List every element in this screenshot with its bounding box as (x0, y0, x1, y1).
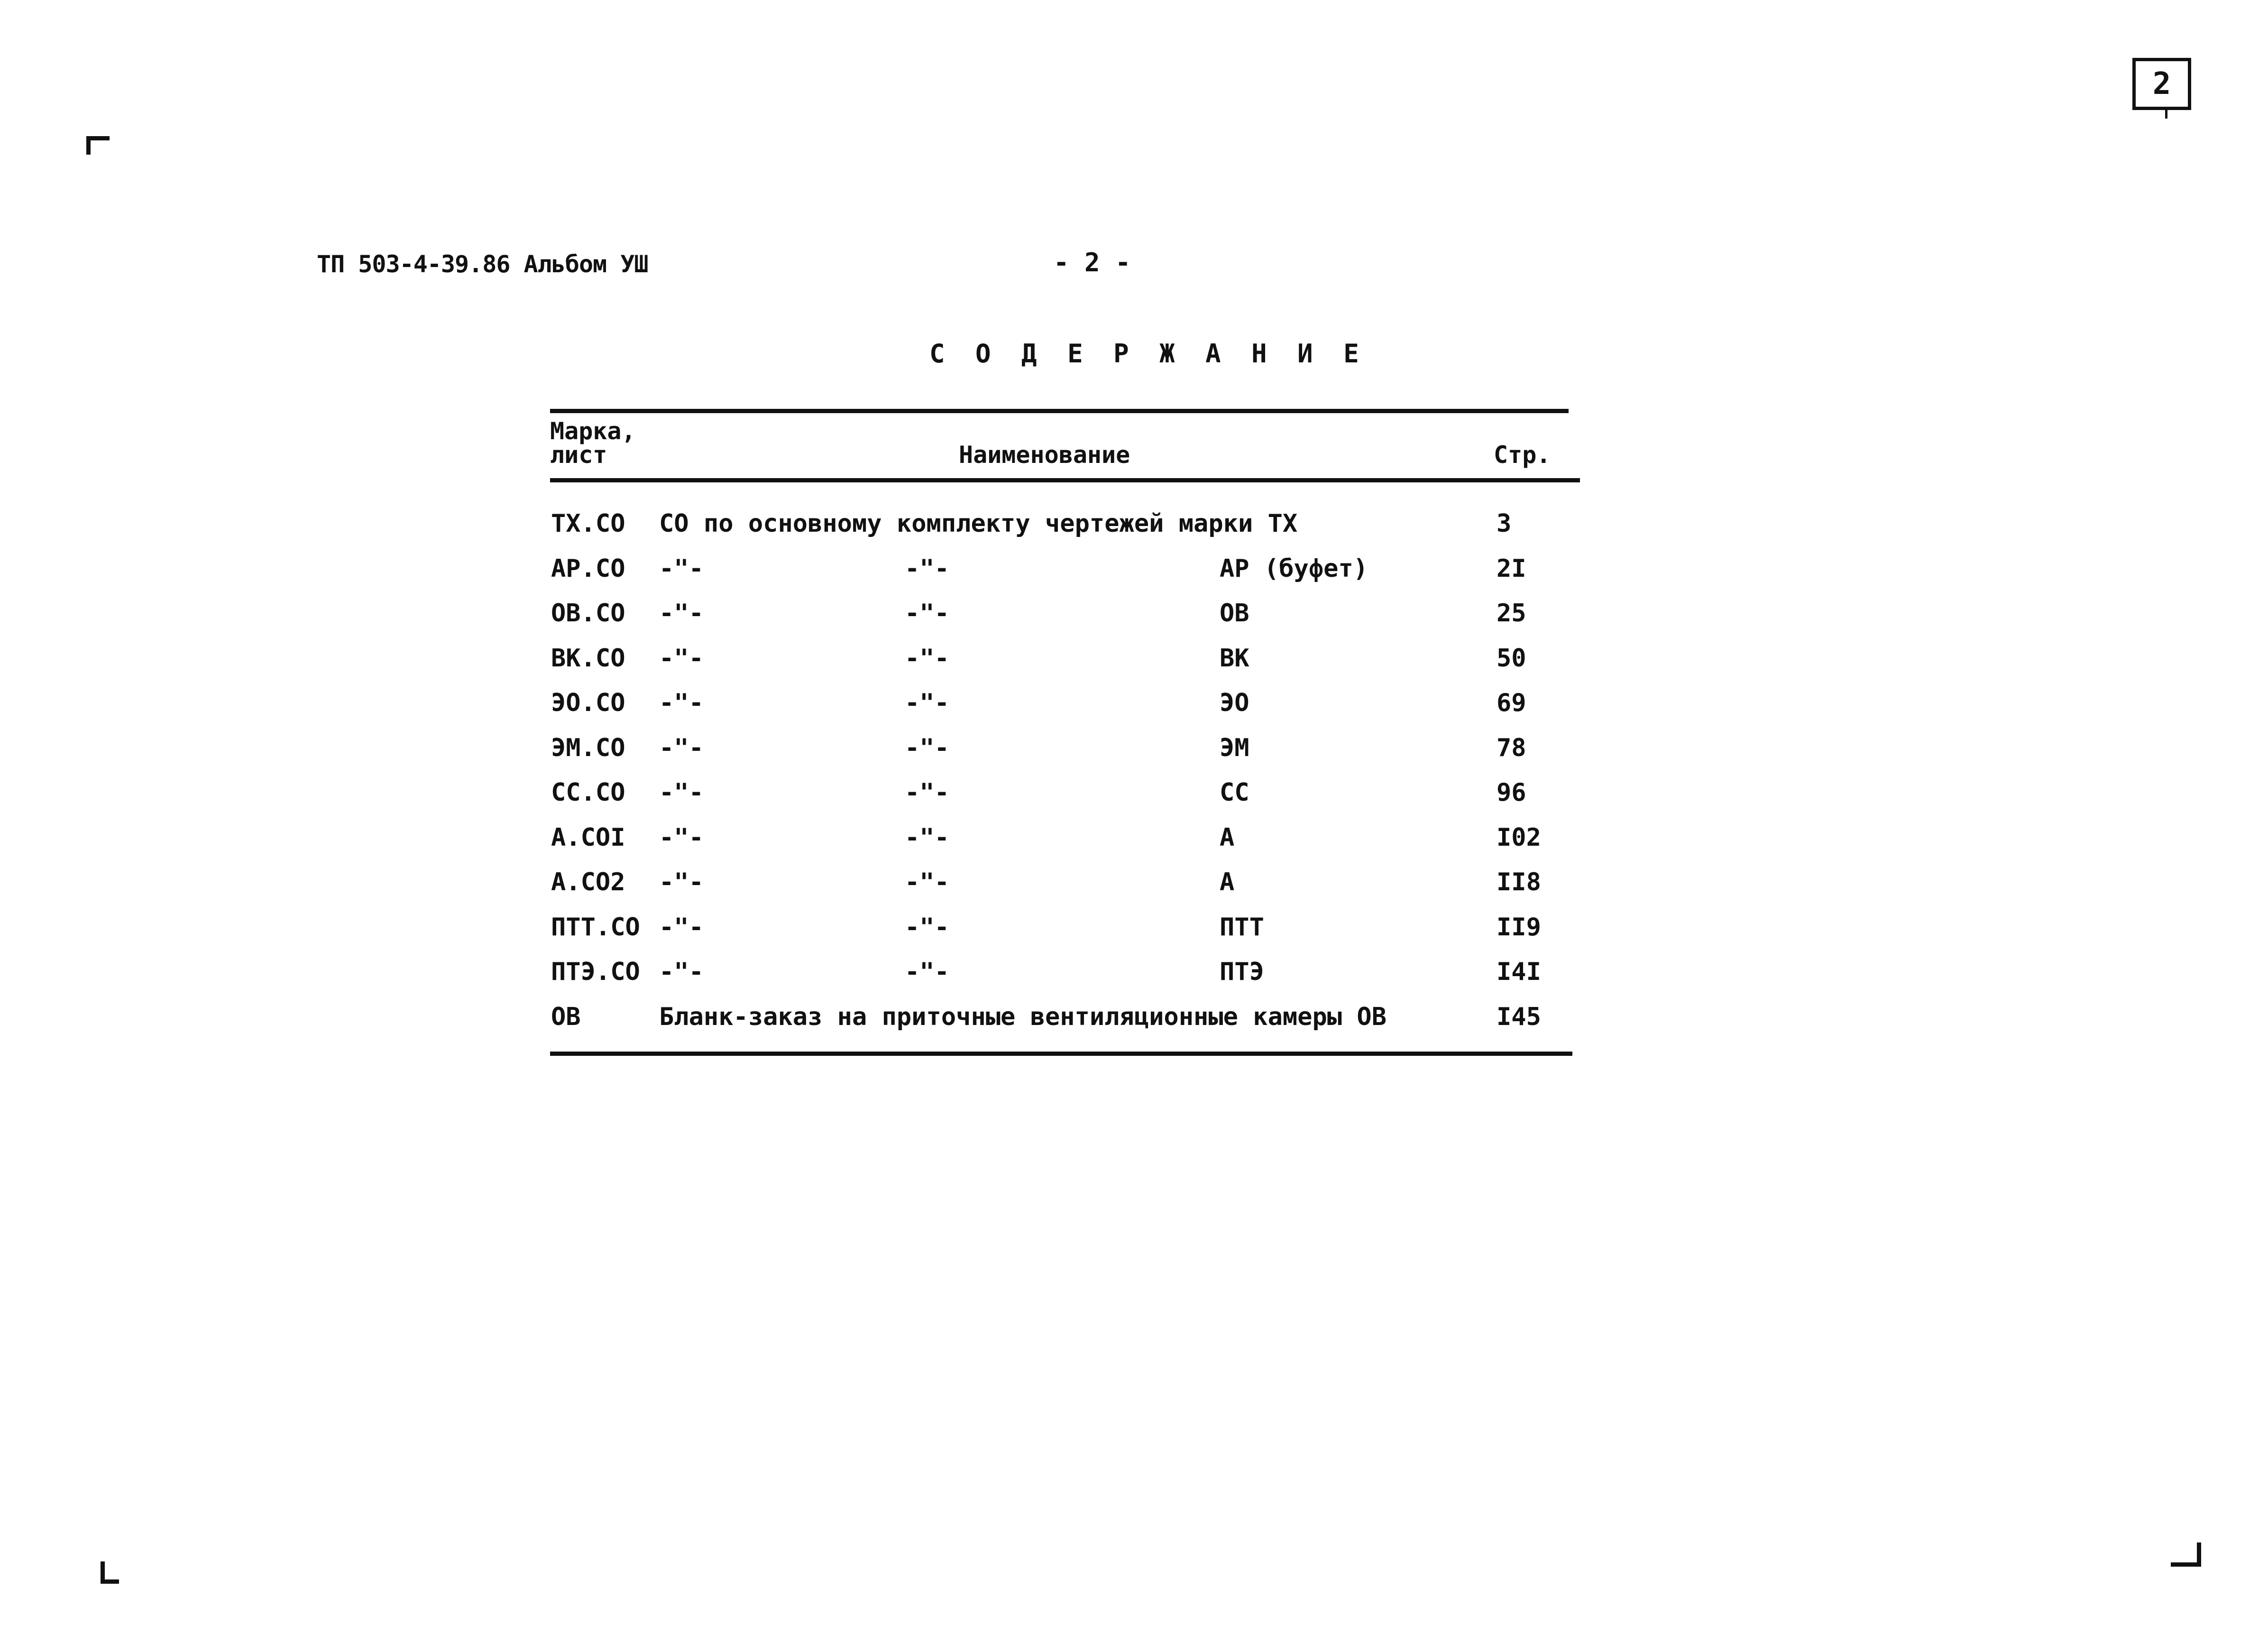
row-ditto: -"- (905, 913, 949, 942)
page-number: - 2 - (1054, 248, 1131, 277)
row-page: I45 (1497, 1003, 1541, 1031)
row-ditto: -"- (659, 823, 704, 852)
row-page: 2I (1497, 554, 1526, 583)
row-name-suffix: ПТТ (1220, 913, 1264, 942)
row-page: 25 (1497, 599, 1526, 628)
header-mark (550, 419, 673, 467)
row-name-suffix: ВК (1220, 644, 1249, 673)
row-name-suffix: А (1220, 823, 1235, 852)
row-page: I4I (1497, 958, 1541, 986)
row-ditto: -"- (659, 734, 704, 762)
row-ditto: -"- (659, 868, 704, 896)
row-name-suffix: АР (буфет) (1220, 554, 1368, 583)
row-mark: СС.СО (551, 778, 625, 807)
table-row (0, 644, 2268, 673)
row-page: II9 (1497, 913, 1541, 942)
row-ditto: -"- (659, 599, 704, 628)
corner-mark-top-left (86, 136, 110, 155)
row-page: II8 (1497, 868, 1541, 896)
row-mark: АР.СО (551, 554, 625, 583)
row-mark: ЭО.СО (551, 689, 625, 717)
row-ditto: -"- (659, 958, 704, 986)
row-mark: ЭМ.СО (551, 734, 625, 762)
row-name: Бланк-заказ на приточные вентиляционные камеры ОВ (659, 1003, 1387, 1031)
row-mark: ОВ (551, 1003, 581, 1031)
row-mark: ОВ.СО (551, 599, 625, 628)
row-mark: ПТЭ.СО (551, 958, 640, 986)
table-row (0, 958, 2268, 986)
row-page: 96 (1497, 778, 1526, 807)
row-name-suffix: ЭМ (1220, 734, 1249, 762)
table-row (0, 823, 2268, 852)
table-row (0, 1003, 2268, 1031)
row-page: 3 (1497, 509, 1512, 538)
document-title: С О Д Е Р Ж А Н И Е (929, 339, 1367, 369)
row-page: 78 (1497, 734, 1526, 762)
row-ditto: -"- (905, 734, 949, 762)
corner-mark-bottom-left (101, 1561, 119, 1584)
row-ditto: -"- (905, 554, 949, 583)
table-row (0, 689, 2268, 717)
row-ditto: -"- (659, 554, 704, 583)
row-mark: ТХ.СО (551, 509, 625, 538)
row-ditto: -"- (659, 913, 704, 942)
row-name-suffix: ЭО (1220, 689, 1249, 717)
corner-mark-bottom-right (2171, 1542, 2201, 1567)
sheet-number-box: 2 (2132, 58, 2191, 110)
sheet-number-tick (2165, 109, 2167, 119)
row-ditto: -"- (905, 689, 949, 717)
table-row (0, 599, 2268, 628)
table-row (0, 778, 2268, 807)
header-page: Стр. (1494, 441, 1551, 469)
table-bottom-rule (550, 1052, 1572, 1056)
row-ditto: -"- (905, 958, 949, 986)
row-mark: ВК.СО (551, 644, 625, 673)
row-name-suffix: ОВ (1220, 599, 1249, 628)
row-name: СО по основному комплекту чертежей марки ТХ (659, 509, 1298, 538)
header-name: Наименование (959, 441, 1130, 469)
table-row (0, 868, 2268, 896)
row-ditto: -"- (659, 689, 704, 717)
row-ditto: -"- (905, 599, 949, 628)
row-page: 50 (1497, 644, 1526, 673)
row-mark: А.СО2 (551, 868, 625, 896)
table-row (0, 734, 2268, 762)
table-top-rule (550, 409, 1569, 413)
header-mark-text: Марка, лист (550, 417, 636, 469)
table-row (0, 913, 2268, 942)
row-ditto: -"- (905, 778, 949, 807)
row-ditto: -"- (659, 778, 704, 807)
table-header-rule (550, 478, 1580, 482)
row-mark: А.СОI (551, 823, 625, 852)
row-page: 69 (1497, 689, 1526, 717)
row-name-suffix: ПТЭ (1220, 958, 1264, 986)
row-mark: ПТТ.СО (551, 913, 640, 942)
row-name-suffix: СС (1220, 778, 1249, 807)
table-row (0, 554, 2268, 583)
table-row (0, 509, 2268, 538)
document-code: ТП 503-4-39.86 Альбом УШ (317, 250, 648, 278)
row-page: I02 (1497, 823, 1541, 852)
row-ditto: -"- (659, 644, 704, 673)
row-name-suffix: А (1220, 868, 1235, 896)
row-ditto: -"- (905, 868, 949, 896)
row-ditto: -"- (905, 644, 949, 673)
row-ditto: -"- (905, 823, 949, 852)
